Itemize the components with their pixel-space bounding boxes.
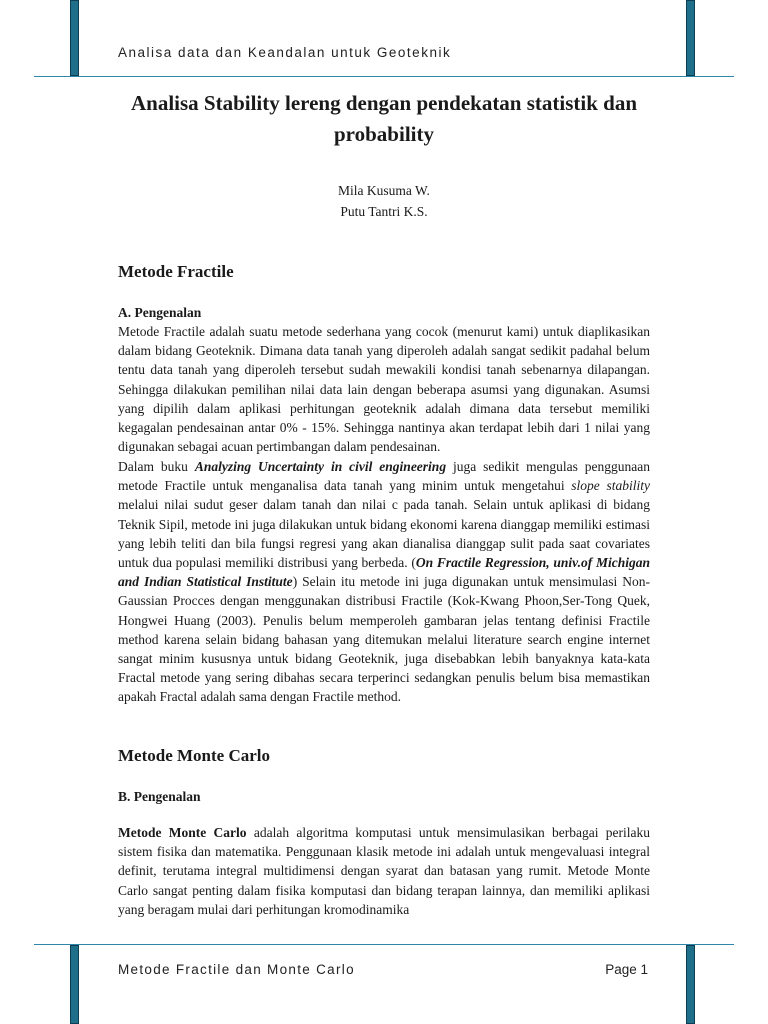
section-heading-monte-carlo: Metode Monte Carlo: [118, 746, 271, 765]
paragraph-text: adalah algoritma komputasi untuk mensimulasikan berbagai perilaku sistem fisika dan matematika. Penggunaan klasik metode ini adalah untuk mengevaluasi integral definit, terutama integral multidimensi dengan syarat dan batasan yang rumit. Metode Monte Carlo sangat penting dalam fisika komputasi dan bidang terapan lainnya, dan memiliki aplikasi yang beragam mulai dari perhitungan kromodinamika: [118, 825, 650, 917]
paragraph-monte-carlo-1: [118, 823, 650, 919]
header-left-bar: [70, 0, 79, 76]
subheading-a: A. Pengenalan: [118, 305, 202, 320]
paragraph-text: juga sedikit mengulas penggunaan metode Fractile untuk menganalisa data tanah yang minim untuk mengetahui: [118, 459, 650, 494]
paragraph-fractile-2: [118, 457, 650, 707]
paragraph-text: ) Selain itu metode ini juga digunakan untuk mensimulasi Non-Gaussian Procces dengan menggunakan distribusi Fractile (Kok-Kwang Phoon,Ser-Tong Quek, Hongwei Huang (2003). Penulis belum memperoleh gambaran jelas tentang definisi Fractile method karena selain bidang bahasan yang ditemukan melalui literature search engine internet sangat minim kususnya untuk bidang Geoteknik, juga disebabkan lebih banyaknya kata-kata Fractal metode yang sering dibahas secara terperinci sedangkan penulis belum bisa memastikan apakah Fractal adalah sama dengan Fractile method.: [118, 574, 650, 705]
page-number: Page 1: [605, 962, 648, 977]
reference-title: On Fractile Regression, univ.of Michigan and Indian Statistical Institute: [118, 555, 651, 590]
footer-right-bar: [686, 945, 695, 1024]
header-rule: [34, 76, 734, 77]
running-header: Analisa data dan Keandalan untuk Geoteknik: [118, 45, 452, 60]
paragraph-text: Metode Fractile adalah suatu metode sederhana yang cocok (menurut kami) untuk diaplikasikan dalam bidang Geoteknik. Dimana data tanah yang diperoleh adalah sangat sedikit padahal belum tentu data tanah yang diperoleh tersebut sudah mewakili kondisi tanah sebenarnya dilapangan. Sehingga dilakukan pemilihan nilai data lain dengan beberapa asumsi yang digunakan. Asumsi yang dipilih dalam aplikasi perhitungan geoteknik adalah dimana data tersebut memiliki kegagalan pendesainan antar 0% - 15%. Sehingga nantinya akan terdapat lebih dari 1 nilai yang digunakan sebagai acuan pertimbangan dalam pendesainan.: [118, 324, 650, 455]
document-title: Analisa Stability lereng dengan pendekatan statistik dan probability: [130, 91, 638, 146]
book-title: Analyzing Uncertainty in civil engineering: [194, 459, 447, 474]
term-monte-carlo: Metode Monte Carlo: [118, 825, 247, 840]
section-heading-fractile: Metode Fractile: [118, 262, 234, 281]
header-right-bar: [686, 0, 695, 76]
paragraph-text: melalui nilai sudut geser dalam tanah dan nilai c pada tanah. Selain untuk aplikasi di bidang Teknik Sipil, metode ini juga dilakukan untuk bidang ekonomi karena dianggap memiliki estimasi yang lebih teliti dan bila fungsi regresi yang akan dianalisa dianggap sulit pada saat covariates untuk dua populasi memiliki distribusi yang berbeda. (: [118, 497, 650, 571]
paragraph-fractile-1: [118, 322, 650, 456]
footer-rule: [34, 944, 734, 945]
footer-left-bar: [70, 945, 79, 1024]
subheading-b: B. Pengenalan: [118, 789, 201, 804]
author-2: Putu Tantri K.S.: [340, 204, 428, 219]
author-1: Mila Kusuma W.: [338, 183, 430, 198]
term-slope-stability: slope stability: [571, 478, 650, 494]
footer-title: Metode Fractile dan Monte Carlo: [118, 962, 355, 977]
paragraph-text: Dalam buku: [118, 459, 195, 474]
